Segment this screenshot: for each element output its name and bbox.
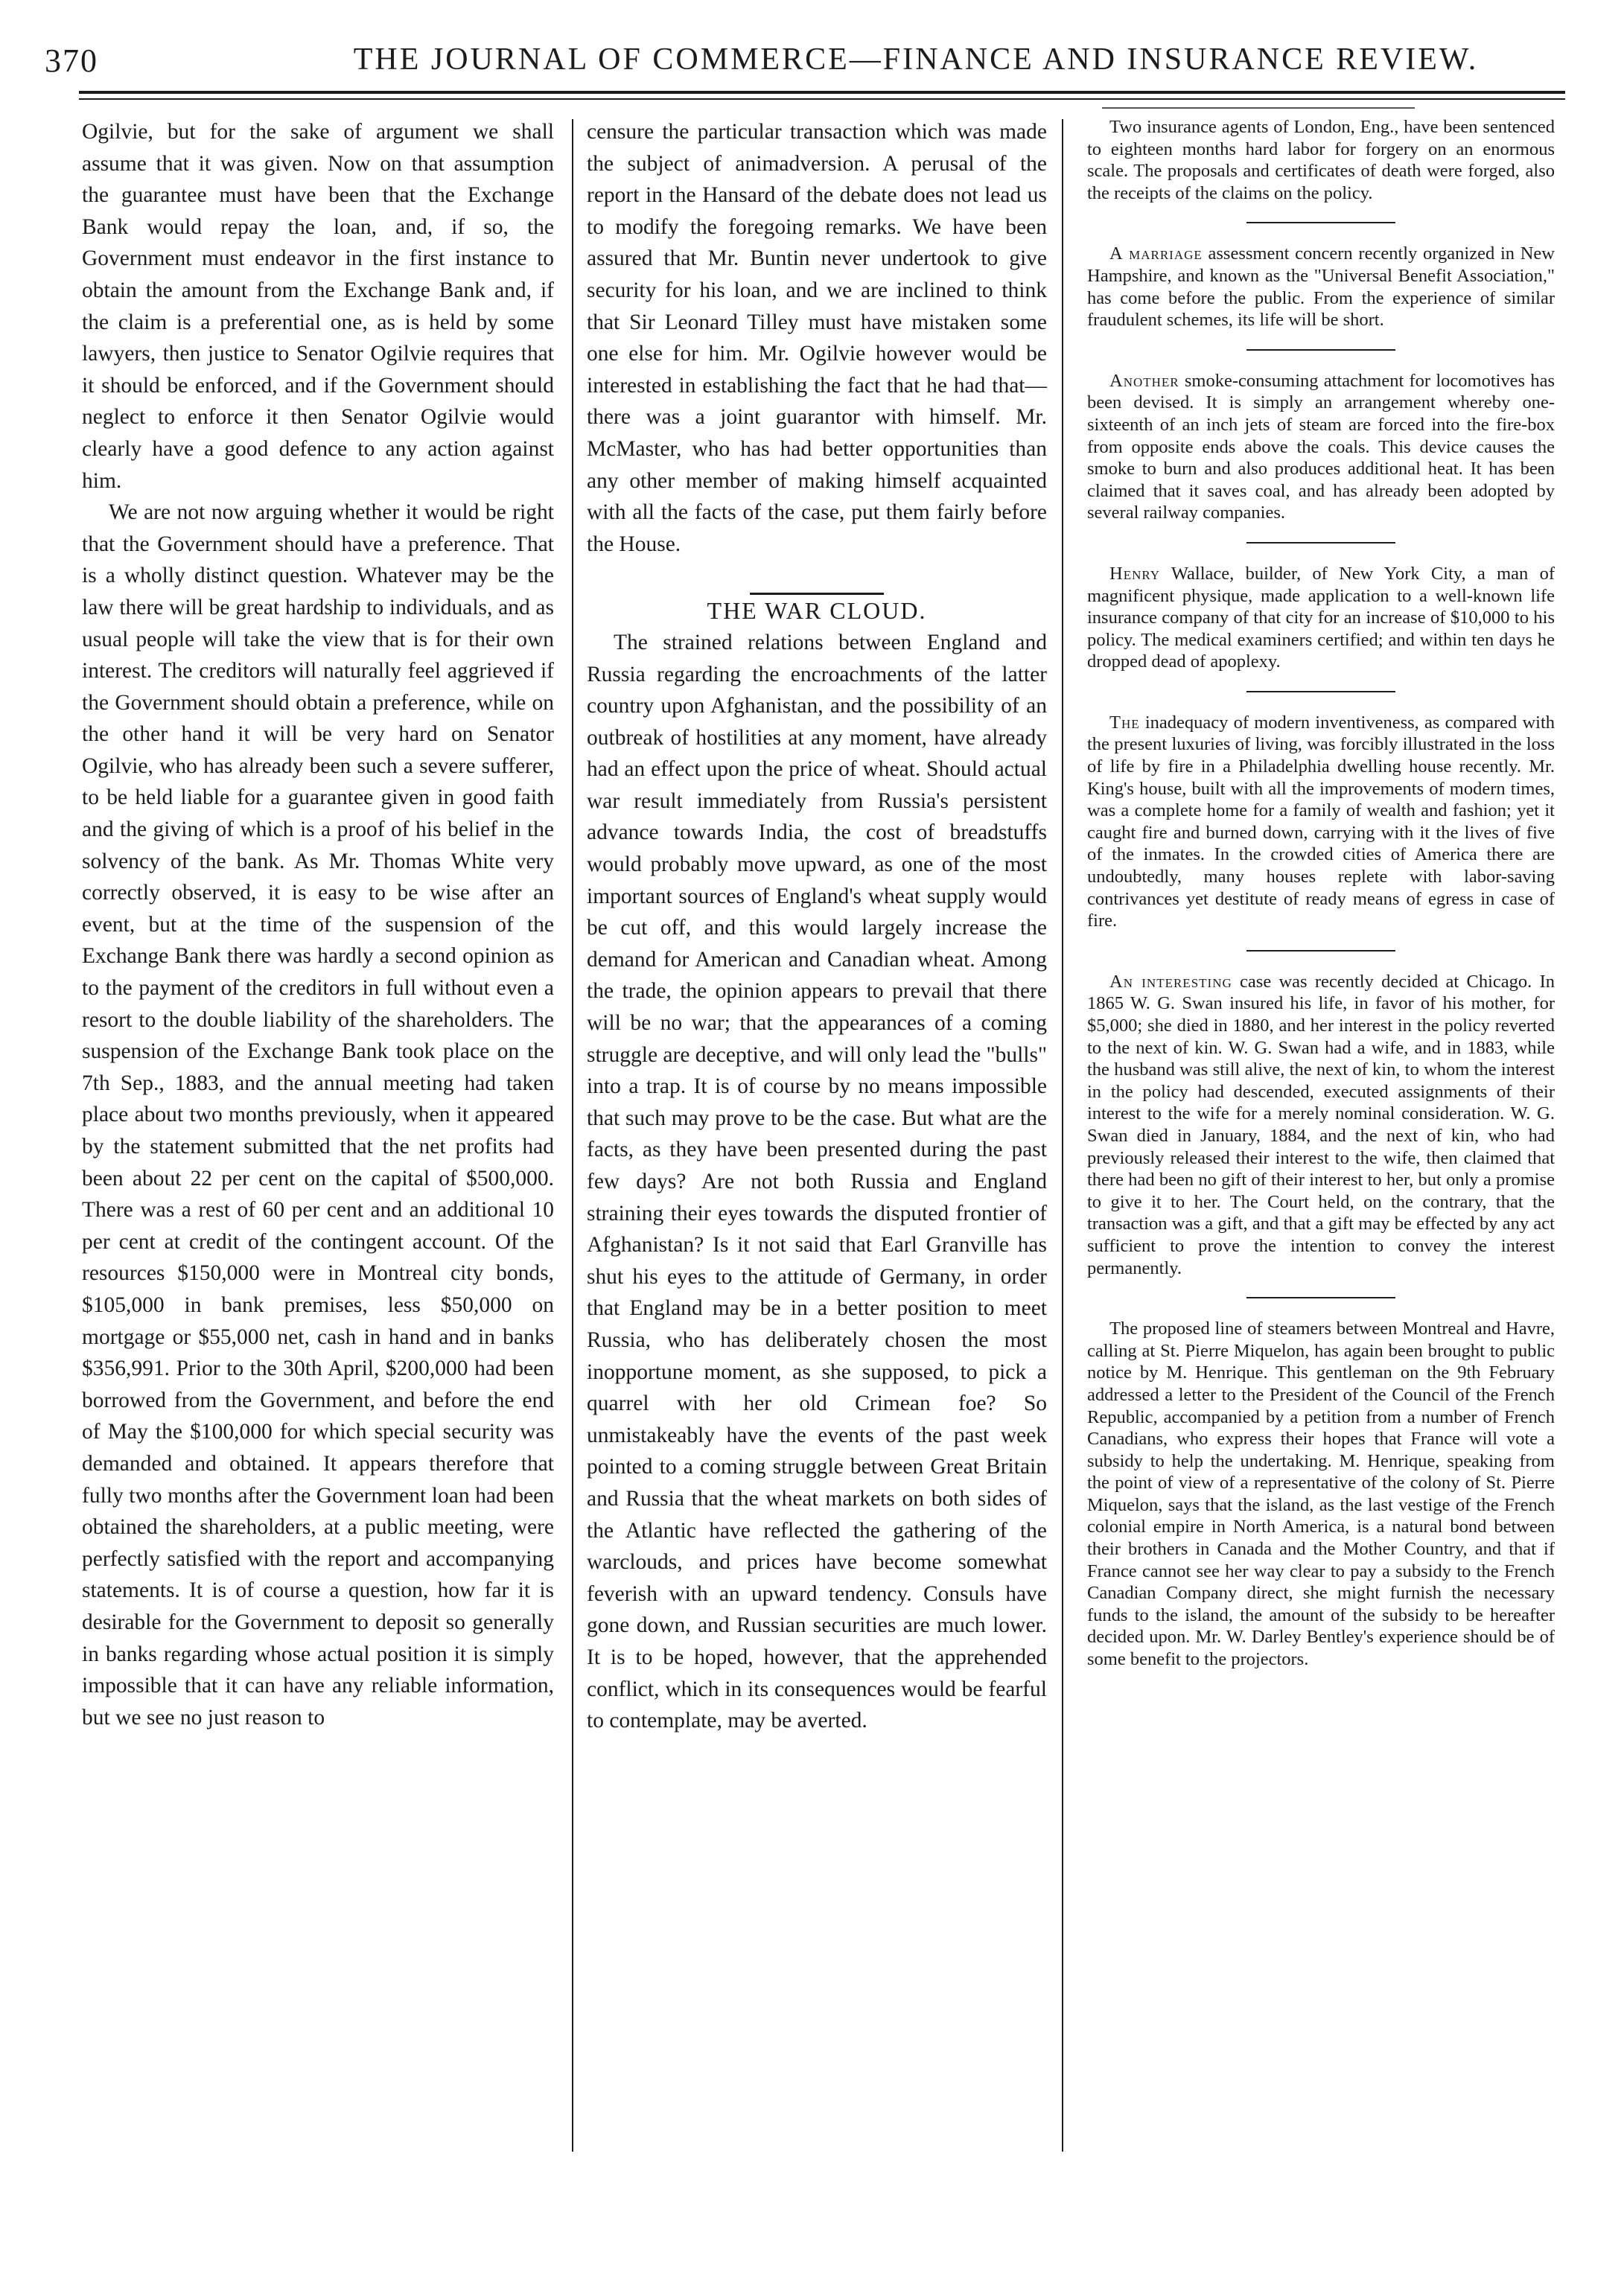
note-separator <box>1246 691 1395 692</box>
header-rule-thin <box>79 98 1565 100</box>
note-swan-case: An interesting case was recently decided at Chicago. In 1865 W. G. Swan insured his life, in favor of his mother, for $5,000; she died in 1880, and her interest in the policy reverted to the next of kin. W. G. Swan had a wife, and in 1883, while the husband was still alive, the next of kin, to whom the interest in the policy had descended, executed assignments of their interest to the wife for a merely nominal consideration. W. G. Swan died in January, 1884, and the next of kin, who had previously released their interest to the wife, then claimed that there had been no gift of their interest to her, but only a promise to give it to her. The Court held, on the contrary, that the transaction was a gift, and that a gift may be effected by any act sufficient to prove the intention to convey the interest permanently. <box>1087 971 1555 1278</box>
note-separator <box>1246 542 1395 544</box>
note-inventiveness: The inadequacy of modern inventiveness, as compared with the present luxuries of living, was forcibly illustrated in the loss of life by fire in a Philadelphia dwelling house recently. Mr. King's house, built with all the improvements of modern times, was a complete home for a family of wealth and fashion; yet it caught fire and burned down, carrying with it the lives of five of the inmates. In the crowded cities of America there are undoubtedly, many houses replete with labor-saving contrivances yet destitute of ready means of egress in case of fire. <box>1087 712 1555 931</box>
header-rule-thick <box>79 91 1565 94</box>
note-separator <box>1246 222 1395 223</box>
column-1 <box>82 116 554 1733</box>
note-henry-wallace: Henry Wallace, builder, of New York City, a man of magnificent physique, made application to a well-known life insurance company of that city for an increase of $10,000 to his policy. The medical examiners certified; and within ten days he dropped dead of apoplexy. <box>1087 563 1555 672</box>
col1-paragraph: We are not now arguing whether it would be right that the Government should have a preference. That is a wholly distinct question. Whatever may be the law there will be great hardship to individuals, and as usual people will take the view that is for their own interest. The creditors will naturally feel aggrieved if the Government should obtain a preference, while on the other hand it will be very hard on Senator Ogilvie, who has already been such a severe sufferer, to be held liable for a guarantee given in good faith and the giving of which is a proof of his belief in the solvency of the bank. As Mr. Thomas White very correctly observed, it is easy to be wise after an event, but at the time of the suspension of the Exchange Bank there was hardly a second opinion as to the payment of the creditors in full without even a resort to the double liability of the shareholders. The suspension of the Exchange Bank took place on the 7th Sep., 1883, and the annual meeting had taken place about two months previously, when it appeared by the statement submitted that the net profits had been about 22 per cent on the capital of $500,000. There was a rest of 60 per cent and an additional 10 per cent at credit of the contingent account. Of the resources $150,000 were in Montreal city bonds, $105,000 in bank premises, less $50,000 on mortgage or $55,000 net, cash in hand and in banks $356,991. Prior to the 30th April, $200,000 had been borrowed from the Government, and before the end of May the $100,000 for which special security was demanded and obtained. It appears therefore that fully two months after the Government loan had been obtained the shareholders, at a public meeting, were perfectly satisfied with the report and accompanying statements. It is of course a question, how far it is desirable for the Government to deposit so generally in banks regarding whose actual position it is simply impossible that it can have any reliable information, but we see no just reason to <box>82 500 554 1730</box>
section-title-war-cloud: THE WAR CLOUD. <box>707 597 927 625</box>
col1-paragraph: Ogilvie, but for the sake of argument we shall assume that it was given. Now on that assumption the guarantee must have been that the Exchange Bank would repay the loan, and, if so, the Government must endeavor in the first instance to obtain the amount from the Exchange Bank and, if the claim is a preferential one, as is held by some lawyers, then justice to Senator Ogilvie requires that it should be enforced, and if the Government should neglect to enforce it then Senator Ogilvie would clearly have a good defence to any action against him. <box>82 120 554 493</box>
column-2 <box>587 116 1047 1737</box>
note-separator <box>1246 349 1395 351</box>
note-separator <box>1246 950 1395 951</box>
note-insurance-agents: Two insurance agents of London, Eng., have been sentenced to eighteen months hard labor for forgery on an enormous scale. The proposals and certificates of death were forged, also the receipts of the claims on the policy. <box>1087 117 1555 203</box>
page-header <box>45 36 1579 88</box>
note-smoke-consuming: Another smoke-consuming attachment for locomotives has been devised. It is simply an arrangement whereby one-sixteenth of an inch jets of steam are forced into the fire-box from opposite ends above the coals. This device causes the smoke to burn and also produces additional heat. It has been claimed that it saves coal, and has already been adopted by several railway companies. <box>1087 370 1555 523</box>
column-divider-2 <box>1062 119 1063 2152</box>
page-number: 370 <box>45 42 98 79</box>
note-steamers: The proposed line of steamers between Montreal and Havre, calling at St. Pierre Miquelon, has again been brought to public notice by M. Henrique. This gentleman on the 9th February addressed a letter to the President of the Council of the French Republic, accompanied by a petition from a number of French Canadians, who express their hopes that France will vote a subsidy to help the undertaking. M. Henrique, speaking from the point of view of a representative of the colony of St. Pierre Miquelon, says that the island, as the last vestige of the French colonial empire in North America, is a natural bond between their brothers in Canada and the Mother Country, and that if France cannot see her way clear to pay a subsidy to the French Canadian Company direct, she might furnish the necessary funds to the island, the amount of the subsidy to be hereafter decided upon. Mr. W. Darley Bentley's experience should be of some benefit to the projectors. <box>1087 1319 1555 1670</box>
journal-title: THE JOURNAL OF COMMERCE—FINANCE AND INSURANCE REVIEW. <box>353 42 1479 77</box>
col2-paragraph: censure the particular transaction which was made the subject of animadversion. A perusal of the report in the Hansard of the debate does not lead us to modify the foregoing remarks. We have been assured that Mr. Buntin never undertook to give security for his loan, and we are inclined to think that Sir Leonard Tilley must have mistaken some one else for him. Mr. Ogilvie however would be interested in establishing the fact that he had that—there was a joint guarantor with himself. Mr. McMaster, who has had better opportunities than any other member of making himself acquainted with all the facts of the case, put them fairly before the House. <box>587 120 1047 556</box>
column-3 <box>1087 116 1555 1671</box>
note-marriage-assessment: A marriage assessment concern recently organized in New Hampshire, and known as the "Universal Benefit Association," has come before the public. From the experience of similar fraudulent schemes, its life will be short. <box>1087 243 1555 331</box>
header-rule-short <box>1102 107 1415 109</box>
column-divider-1 <box>572 119 573 2152</box>
note-separator <box>1246 1297 1395 1298</box>
col2-paragraph: The strained relations between England and Russia regarding the encroachments of the latter country upon Afghanistan, and the possibility of an outbreak of hostilities at any moment, have already had an effect upon the price of wheat. Should actual war result immediately from Russia's persistent advance towards India, the cost of breadstuffs would probably move upward, as one of the most important sources of England's wheat supply would be cut off, and this would largely increase the demand for American and Canadian wheat. Among the trade, the opinion appears to prevail that there will be no war; that the appearances of a coming struggle are deceptive, and will only lead the "bulls" into a trap. It is of course by no means impossible that such may prove to be the case. But what are the facts, as they have been presented during the past few days? Are not both Russia and England straining their eyes towards the disputed frontier of Afghanistan? Is it not said that Earl Granville has shut his eyes to the attitude of Germany, in order that England may be in a better position to meet Russia, who has deliberately chosen the most inopportune moment, as she supposed, to pick a quarrel with her old Crimean foe? So unmistakeably have the events of the past week pointed to a coming struggle between Great Britain and Russia that the wheat markets on both sides of the Atlantic have reflected the gathering of the warclouds, and prices have become somewhat feverish with an upward tendency. Consuls have gone down, and Russian securities are much lower. It is to be hoped, however, that the apprehended conflict, which in its consequences would be fearful to contemplate, may be averted. <box>587 630 1048 1733</box>
